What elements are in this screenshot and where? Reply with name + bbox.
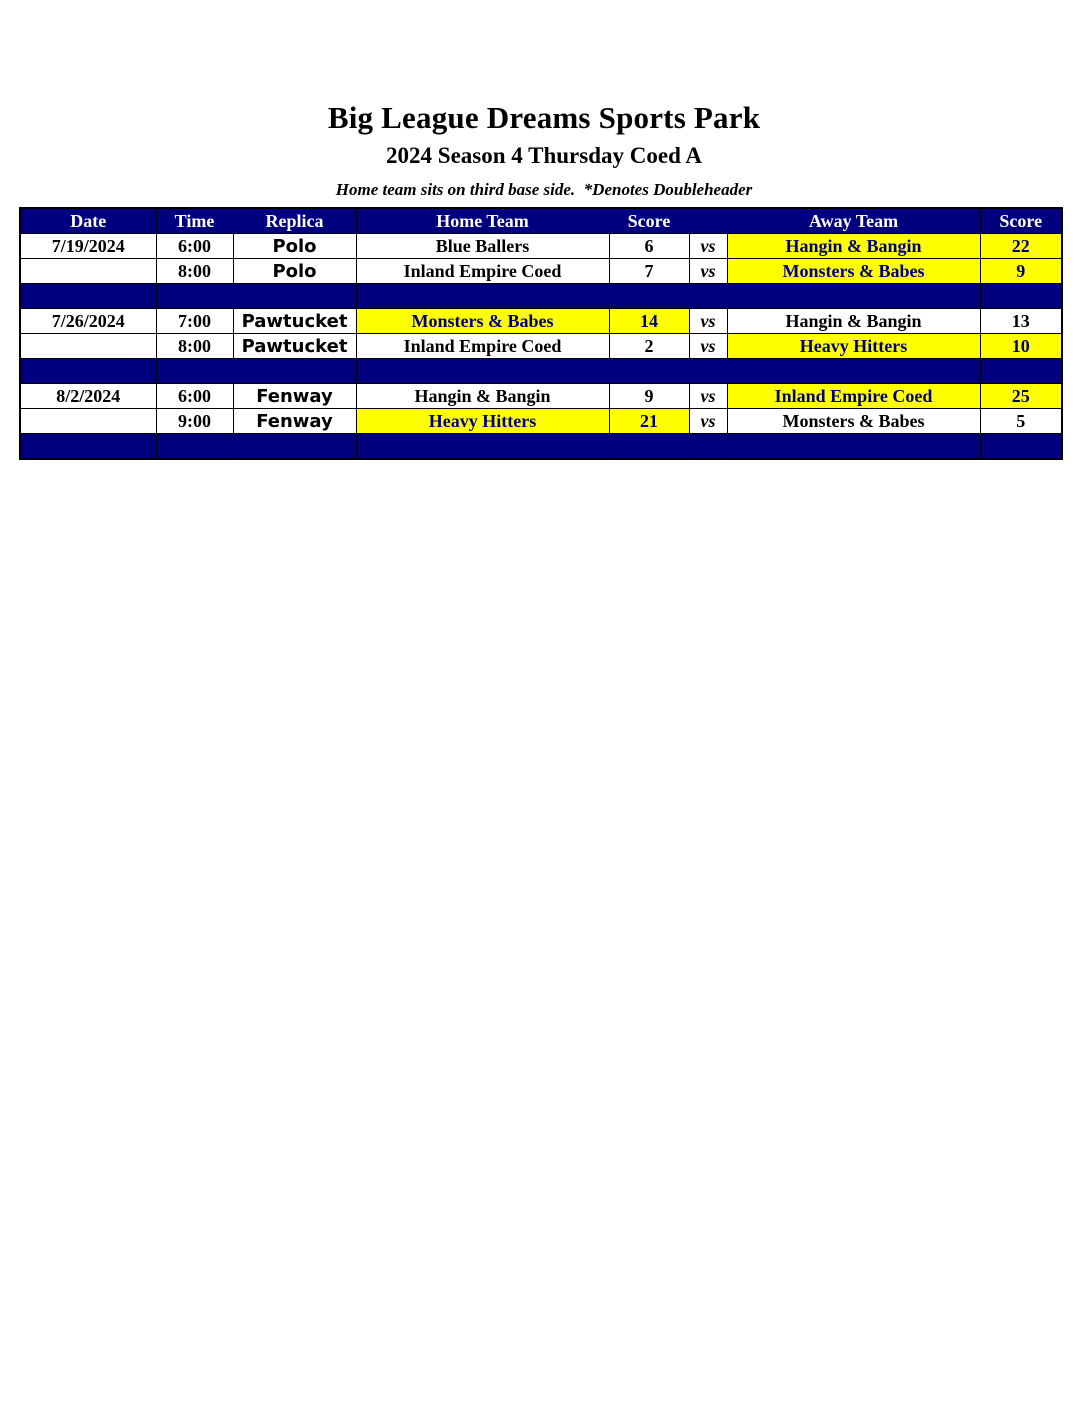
vs-cell: vs (689, 234, 727, 259)
date-cell (20, 334, 156, 359)
replica-cell: Polo (233, 259, 356, 284)
separator-cell (156, 434, 233, 460)
away-score-cell: 10 (980, 334, 1062, 359)
separator-cell (156, 359, 233, 384)
vs-cell: vs (689, 334, 727, 359)
time-cell: 7:00 (156, 309, 233, 334)
schedule-body (20, 234, 1062, 460)
separator-cell (980, 359, 1062, 384)
home-team-cell: Inland Empire Coed (356, 259, 609, 284)
col-header-vs (689, 208, 727, 234)
game-row (20, 259, 1062, 284)
away-score-cell: 5 (980, 409, 1062, 434)
replica-cell: Fenway (233, 409, 356, 434)
away-team-cell: Inland Empire Coed (727, 384, 980, 409)
away-team-cell: Hangin & Bangin (727, 234, 980, 259)
game-row (20, 334, 1062, 359)
separator-cell (689, 434, 727, 460)
replica-cell: Fenway (233, 384, 356, 409)
separator-cell (727, 284, 980, 309)
separator-cell (356, 359, 609, 384)
doubleheader-note: Home team sits on third base side. *Denotes Doubleheader (335, 180, 753, 199)
separator-cell (233, 434, 356, 460)
date-cell: 8/2/2024 (20, 384, 156, 409)
separator-cell (20, 284, 156, 309)
home-score-cell: 7 (609, 259, 689, 284)
separator-cell (233, 359, 356, 384)
separator-cell (609, 434, 689, 460)
col-header-home-score: Score (609, 208, 689, 234)
vs-cell: vs (689, 309, 727, 334)
away-score-cell: 13 (980, 309, 1062, 334)
separator-cell (727, 359, 980, 384)
separator-cell (156, 284, 233, 309)
away-team-cell: Heavy Hitters (727, 334, 980, 359)
col-header-date: Date (20, 208, 156, 234)
separator-cell (609, 284, 689, 309)
schedule-table (19, 207, 1063, 460)
separator-cell (356, 284, 609, 309)
time-cell: 8:00 (156, 334, 233, 359)
date-cell (20, 259, 156, 284)
date-cell: 7/26/2024 (20, 309, 156, 334)
time-cell: 9:00 (156, 409, 233, 434)
separator-cell (727, 434, 980, 460)
group-separator-row (20, 359, 1062, 384)
home-score-cell: 9 (609, 384, 689, 409)
home-team-cell: Monsters & Babes (356, 309, 609, 334)
game-row (20, 384, 1062, 409)
game-row (20, 309, 1062, 334)
page-title: Big League Dreams Sports Park (327, 100, 761, 135)
home-team-cell: Inland Empire Coed (356, 334, 609, 359)
separator-cell (20, 434, 156, 460)
col-header-replica: Replica (233, 208, 356, 234)
away-team-cell: Monsters & Babes (727, 259, 980, 284)
home-team-cell: Heavy Hitters (356, 409, 609, 434)
home-team-cell: Blue Ballers (356, 234, 609, 259)
date-cell: 7/19/2024 (20, 234, 156, 259)
vs-cell: vs (689, 259, 727, 284)
separator-cell (609, 359, 689, 384)
home-team-cell: Hangin & Bangin (356, 384, 609, 409)
vs-cell: vs (689, 384, 727, 409)
date-cell (20, 409, 156, 434)
separator-cell (233, 284, 356, 309)
away-score-cell: 9 (980, 259, 1062, 284)
col-header-time: Time (156, 208, 233, 234)
group-separator-row (20, 434, 1062, 460)
replica-cell: Pawtucket (233, 309, 356, 334)
game-row (20, 234, 1062, 259)
vs-cell: vs (689, 409, 727, 434)
season-subtitle: 2024 Season 4 Thursday Coed A (386, 143, 702, 168)
time-cell: 8:00 (156, 259, 233, 284)
time-cell: 6:00 (156, 384, 233, 409)
replica-cell: Polo (233, 234, 356, 259)
col-header-away-score: Score (980, 208, 1062, 234)
away-score-cell: 22 (980, 234, 1062, 259)
separator-cell (980, 284, 1062, 309)
away-team-cell: Hangin & Bangin (727, 309, 980, 334)
header-row (20, 208, 1062, 234)
away-team-cell: Monsters & Babes (727, 409, 980, 434)
away-score-cell: 25 (980, 384, 1062, 409)
separator-cell (356, 434, 609, 460)
home-score-cell: 6 (609, 234, 689, 259)
home-score-cell: 2 (609, 334, 689, 359)
game-row (20, 409, 1062, 434)
separator-cell (20, 359, 156, 384)
home-score-cell: 14 (609, 309, 689, 334)
time-cell: 6:00 (156, 234, 233, 259)
replica-cell: Pawtucket (233, 334, 356, 359)
separator-cell (689, 284, 727, 309)
col-header-away-team: Away Team (727, 208, 980, 234)
group-separator-row (20, 284, 1062, 309)
separator-cell (689, 359, 727, 384)
separator-cell (980, 434, 1062, 460)
col-header-home-team: Home Team (356, 208, 609, 234)
home-score-cell: 21 (609, 409, 689, 434)
